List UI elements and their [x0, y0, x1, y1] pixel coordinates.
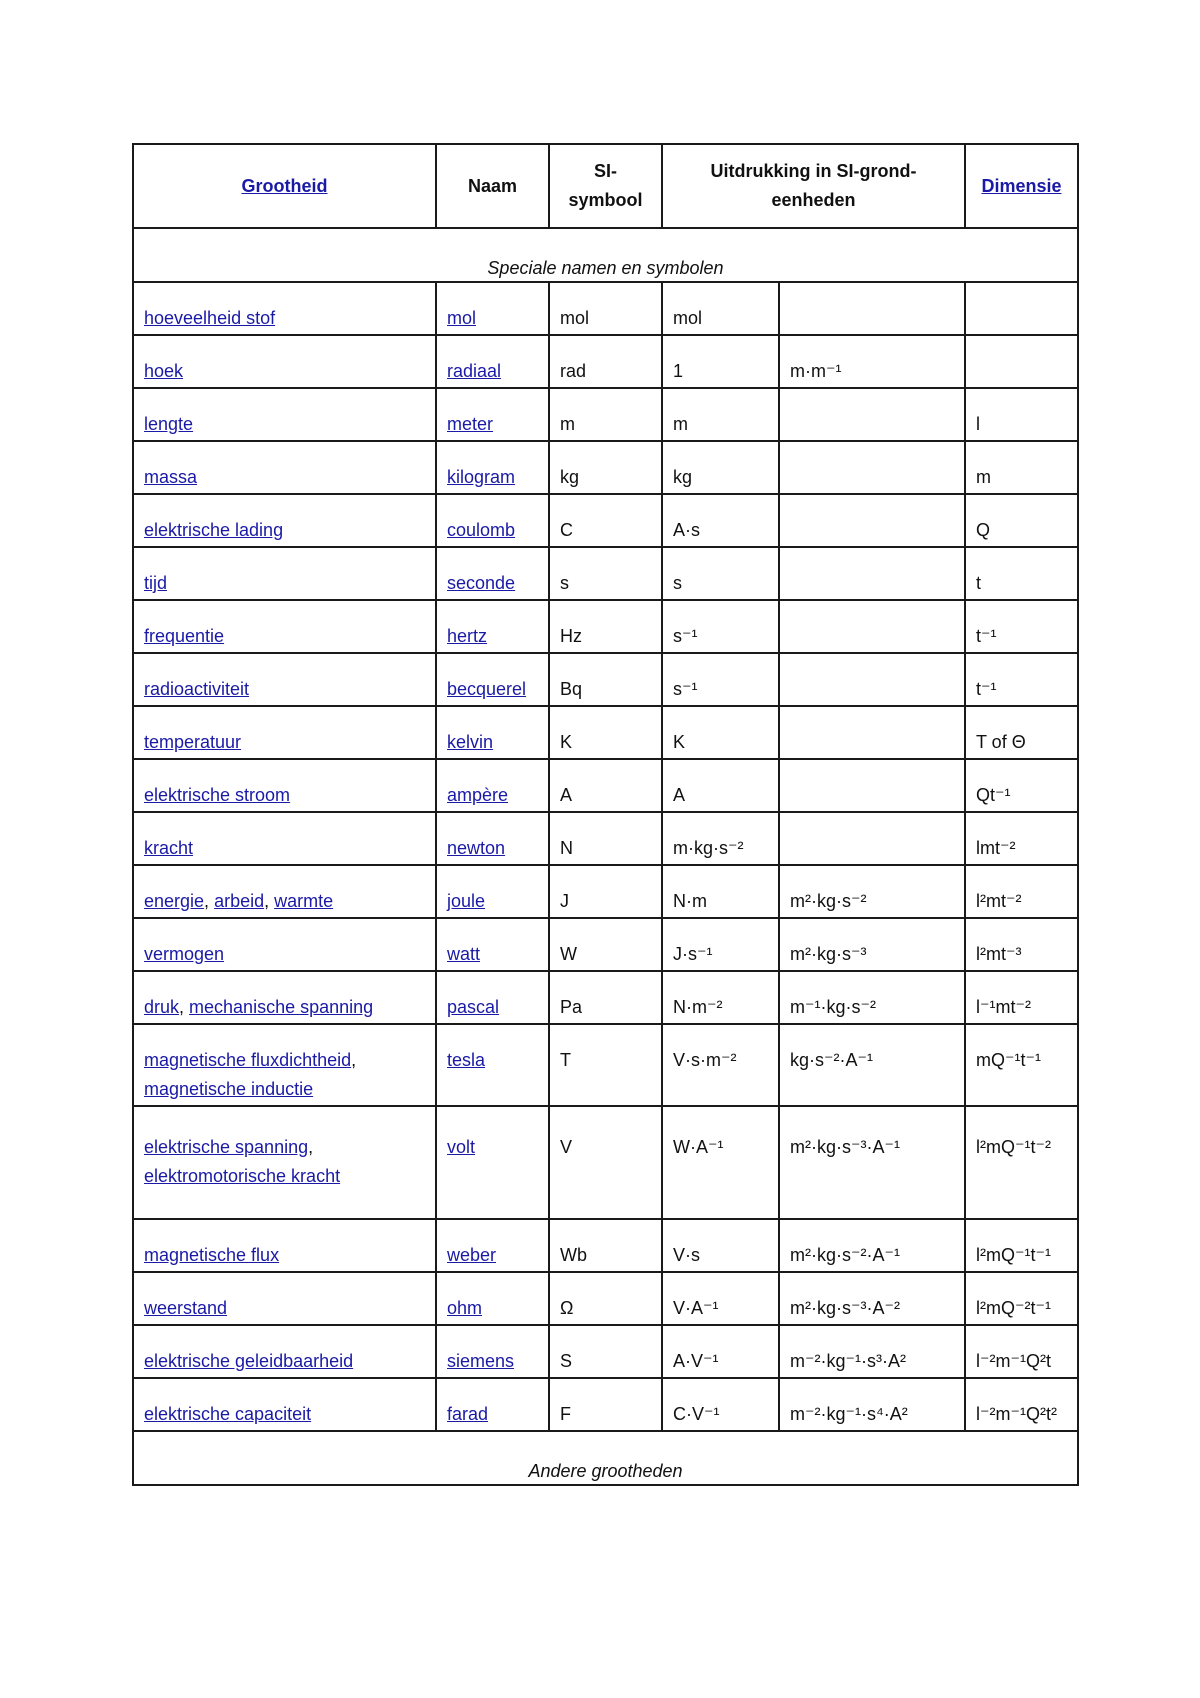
- naam-link[interactable]: becquerel: [447, 679, 527, 699]
- table-row: [133, 918, 1078, 971]
- cell-si-symbool: A: [549, 759, 662, 812]
- grootheid-link[interactable]: frequentie: [144, 626, 225, 646]
- cell-naam: [436, 547, 549, 600]
- cell-naam: [436, 494, 549, 547]
- naam-link[interactable]: radiaal: [447, 361, 502, 381]
- naam-link[interactable]: kilogram: [447, 467, 516, 487]
- cell-dimensie: t: [965, 547, 1078, 600]
- cell-grootheid: [133, 1325, 436, 1378]
- cell-grootheid: [133, 865, 436, 918]
- cell-uitdrukking: mol: [662, 282, 779, 335]
- naam-link[interactable]: farad: [447, 1404, 489, 1424]
- cell-uitdrukking: 1: [662, 335, 779, 388]
- cell-grondeenheden: [779, 812, 965, 865]
- cell-dimensie: Q: [965, 494, 1078, 547]
- grootheid-link[interactable]: hoek: [144, 361, 184, 381]
- cell-grondeenheden: m·m⁻¹: [779, 335, 965, 388]
- grootheid-link[interactable]: magnetische fluxdichtheid: [144, 1050, 352, 1070]
- cell-dimensie: Qt⁻¹: [965, 759, 1078, 812]
- cell-naam: [436, 1272, 549, 1325]
- naam-link[interactable]: ampère: [447, 785, 509, 805]
- table-row: [133, 971, 1078, 1024]
- header-dimensie-link[interactable]: Dimensie: [981, 175, 1062, 196]
- cell-grondeenheden: [779, 441, 965, 494]
- cell-uitdrukking: C·V⁻¹: [662, 1378, 779, 1431]
- grootheid-link[interactable]: druk: [144, 997, 180, 1017]
- cell-grootheid: [133, 653, 436, 706]
- cell-dimensie: l⁻²m⁻¹Q²t: [965, 1325, 1078, 1378]
- cell-si-symbool: m: [549, 388, 662, 441]
- cell-grondeenheden: [779, 547, 965, 600]
- header-si-symbool: SI-symbool: [549, 144, 662, 228]
- cell-grootheid: [133, 1272, 436, 1325]
- cell-naam: [436, 1024, 549, 1106]
- naam-link[interactable]: meter: [447, 414, 494, 434]
- cell-naam: [436, 1106, 549, 1219]
- cell-uitdrukking: W·A⁻¹: [662, 1106, 779, 1219]
- header-naam: Naam: [436, 144, 549, 228]
- cell-dimensie: [965, 282, 1078, 335]
- table-row: [133, 600, 1078, 653]
- cell-naam: [436, 1378, 549, 1431]
- grootheid-link[interactable]: magnetische inductie: [144, 1079, 314, 1099]
- grootheid-link[interactable]: temperatuur: [144, 732, 242, 752]
- cell-grondeenheden: m²·kg·s⁻²: [779, 865, 965, 918]
- cell-dimensie: l²mQ⁻¹t⁻²: [965, 1106, 1078, 1219]
- cell-grootheid: [133, 1219, 436, 1272]
- cell-grootheid: [133, 918, 436, 971]
- cell-si-symbool: J: [549, 865, 662, 918]
- section-row-other: [133, 1431, 1078, 1485]
- cell-dimensie: l²mQ⁻¹t⁻¹: [965, 1219, 1078, 1272]
- separator: ,: [204, 891, 215, 911]
- header-grootheid-link[interactable]: Grootheid: [241, 175, 328, 196]
- table-row: [133, 812, 1078, 865]
- cell-uitdrukking: A·s: [662, 494, 779, 547]
- cell-uitdrukking: K: [662, 706, 779, 759]
- grootheid-link[interactable]: warmte: [274, 891, 334, 911]
- cell-dimensie: m: [965, 441, 1078, 494]
- cell-dimensie: lmt⁻²: [965, 812, 1078, 865]
- cell-uitdrukking: N·m⁻²: [662, 971, 779, 1024]
- grootheid-link[interactable]: vermogen: [144, 944, 225, 964]
- cell-grondeenheden: m⁻²·kg⁻¹·s⁴·A²: [779, 1378, 965, 1431]
- section-title-special: Speciale namen en symbolen: [133, 228, 1078, 282]
- cell-dimensie: mQ⁻¹t⁻¹: [965, 1024, 1078, 1106]
- grootheid-link[interactable]: tijd: [144, 573, 168, 593]
- naam-link[interactable]: joule: [447, 891, 486, 911]
- cell-uitdrukking: A·V⁻¹: [662, 1325, 779, 1378]
- cell-uitdrukking: s⁻¹: [662, 653, 779, 706]
- cell-dimensie: l²mt⁻²: [965, 865, 1078, 918]
- naam-link[interactable]: ohm: [447, 1298, 483, 1318]
- cell-grootheid: [133, 600, 436, 653]
- cell-si-symbool: s: [549, 547, 662, 600]
- cell-grootheid: [133, 971, 436, 1024]
- cell-grondeenheden: [779, 388, 965, 441]
- cell-naam: [436, 441, 549, 494]
- cell-grondeenheden: [779, 759, 965, 812]
- header-dimensie: [965, 144, 1078, 228]
- cell-si-symbool: T: [549, 1024, 662, 1106]
- cell-grootheid: [133, 1378, 436, 1431]
- naam-link[interactable]: coulomb: [447, 520, 516, 540]
- table-row: [133, 1272, 1078, 1325]
- cell-si-symbool: mol: [549, 282, 662, 335]
- cell-si-symbool: Ω: [549, 1272, 662, 1325]
- cell-uitdrukking: V·s·m⁻²: [662, 1024, 779, 1106]
- cell-naam: [436, 653, 549, 706]
- grootheid-link[interactable]: kracht: [144, 838, 194, 858]
- naam-link[interactable]: tesla: [447, 1050, 486, 1070]
- cell-naam: [436, 282, 549, 335]
- cell-grondeenheden: m²·kg·s⁻³·A⁻¹: [779, 1106, 965, 1219]
- table-row: [133, 759, 1078, 812]
- separator: ,: [264, 891, 275, 911]
- cell-si-symbool: S: [549, 1325, 662, 1378]
- grootheid-link[interactable]: elektrische geleidbaarheid: [144, 1351, 354, 1371]
- cell-dimensie: t⁻¹: [965, 653, 1078, 706]
- cell-grondeenheden: kg·s⁻²·A⁻¹: [779, 1024, 965, 1106]
- table-row: [133, 494, 1078, 547]
- cell-dimensie: t⁻¹: [965, 600, 1078, 653]
- grootheid-link[interactable]: elektrische lading: [144, 520, 284, 540]
- cell-dimensie: l²mt⁻³: [965, 918, 1078, 971]
- cell-grondeenheden: m²·kg·s⁻³·A⁻²: [779, 1272, 965, 1325]
- cell-naam: [436, 812, 549, 865]
- cell-grootheid: [133, 812, 436, 865]
- cell-grootheid: [133, 441, 436, 494]
- cell-grootheid: [133, 759, 436, 812]
- grootheid-link[interactable]: energie: [144, 891, 205, 911]
- cell-dimensie: T of Θ: [965, 706, 1078, 759]
- table-row: [133, 1106, 1078, 1219]
- naam-link[interactable]: volt: [447, 1137, 476, 1157]
- cell-si-symbool: Bq: [549, 653, 662, 706]
- naam-link[interactable]: pascal: [447, 997, 500, 1017]
- cell-uitdrukking: m: [662, 388, 779, 441]
- cell-naam: [436, 335, 549, 388]
- grootheid-link[interactable]: elektrische capaciteit: [144, 1404, 312, 1424]
- grootheid-link[interactable]: radioactiviteit: [144, 679, 250, 699]
- cell-si-symbool: K: [549, 706, 662, 759]
- header-uitdrukking: Uitdrukking in SI-grond-eenheden: [662, 144, 965, 228]
- cell-uitdrukking: N·m: [662, 865, 779, 918]
- grootheid-link[interactable]: elektrische spanning: [144, 1137, 309, 1157]
- naam-link[interactable]: kelvin: [447, 732, 494, 752]
- naam-link[interactable]: siemens: [447, 1351, 515, 1371]
- cell-naam: [436, 600, 549, 653]
- cell-naam: [436, 918, 549, 971]
- cell-uitdrukking: s⁻¹: [662, 600, 779, 653]
- table-row: [133, 388, 1078, 441]
- grootheid-link[interactable]: hoeveelheid stof: [144, 308, 276, 328]
- cell-si-symbool: Pa: [549, 971, 662, 1024]
- cell-uitdrukking: s: [662, 547, 779, 600]
- cell-si-symbool: N: [549, 812, 662, 865]
- cell-naam: [436, 865, 549, 918]
- table-row: [133, 1378, 1078, 1431]
- cell-grondeenheden: [779, 653, 965, 706]
- grootheid-link[interactable]: lengte: [144, 414, 194, 434]
- grootheid-link[interactable]: weerstand: [144, 1298, 228, 1318]
- table-row: [133, 441, 1078, 494]
- cell-grootheid: [133, 388, 436, 441]
- grootheid-link[interactable]: elektrische stroom: [144, 785, 291, 805]
- table-row: [133, 282, 1078, 335]
- cell-si-symbool: rad: [549, 335, 662, 388]
- cell-naam: [436, 759, 549, 812]
- table-row: [133, 335, 1078, 388]
- cell-dimensie: l⁻²m⁻¹Q²t²: [965, 1378, 1078, 1431]
- section-row-special: [133, 228, 1078, 282]
- naam-link[interactable]: watt: [447, 944, 481, 964]
- cell-dimensie: l: [965, 388, 1078, 441]
- separator: ,: [308, 1137, 314, 1157]
- cell-grondeenheden: m²·kg·s⁻²·A⁻¹: [779, 1219, 965, 1272]
- cell-dimensie: l⁻¹mt⁻²: [965, 971, 1078, 1024]
- cell-grondeenheden: [779, 494, 965, 547]
- naam-link[interactable]: mol: [447, 308, 477, 328]
- cell-uitdrukking: A: [662, 759, 779, 812]
- cell-dimensie: l²mQ⁻²t⁻¹: [965, 1272, 1078, 1325]
- naam-link[interactable]: hertz: [447, 626, 488, 646]
- cell-si-symbool: Wb: [549, 1219, 662, 1272]
- cell-grondeenheden: m⁻¹·kg·s⁻²: [779, 971, 965, 1024]
- cell-naam: [436, 1325, 549, 1378]
- cell-grootheid: [133, 1106, 436, 1219]
- table-row: [133, 1024, 1078, 1106]
- table-row: [133, 653, 1078, 706]
- cell-si-symbool: C: [549, 494, 662, 547]
- cell-grootheid: [133, 1024, 436, 1106]
- cell-uitdrukking: J·s⁻¹: [662, 918, 779, 971]
- cell-si-symbool: F: [549, 1378, 662, 1431]
- section-title-other: Andere grootheden: [133, 1431, 1078, 1485]
- naam-link[interactable]: newton: [447, 838, 506, 858]
- naam-link[interactable]: seconde: [447, 573, 516, 593]
- grootheid-link[interactable]: arbeid: [214, 891, 265, 911]
- cell-uitdrukking: kg: [662, 441, 779, 494]
- cell-naam: [436, 388, 549, 441]
- cell-si-symbool: W: [549, 918, 662, 971]
- cell-grondeenheden: m⁻²·kg⁻¹·s³·A²: [779, 1325, 965, 1378]
- table-row: [133, 706, 1078, 759]
- cell-grootheid: [133, 706, 436, 759]
- table-header-row: [133, 144, 1078, 228]
- separator: ,: [351, 1050, 357, 1070]
- cell-uitdrukking: V·s: [662, 1219, 779, 1272]
- cell-grootheid: [133, 494, 436, 547]
- cell-naam: [436, 706, 549, 759]
- cell-grootheid: [133, 282, 436, 335]
- cell-uitdrukking: V·A⁻¹: [662, 1272, 779, 1325]
- separator: ,: [179, 997, 190, 1017]
- si-units-table: [132, 143, 1079, 1486]
- cell-si-symbool: Hz: [549, 600, 662, 653]
- cell-grootheid: [133, 335, 436, 388]
- grootheid-link[interactable]: mechanische spanning: [189, 997, 374, 1017]
- table-row: [133, 547, 1078, 600]
- cell-grondeenheden: m²·kg·s⁻³: [779, 918, 965, 971]
- table-row: [133, 1325, 1078, 1378]
- grootheid-link[interactable]: massa: [144, 467, 198, 487]
- grootheid-link[interactable]: magnetische flux: [144, 1245, 280, 1265]
- header-grootheid: [133, 144, 436, 228]
- cell-naam: [436, 1219, 549, 1272]
- cell-grondeenheden: [779, 282, 965, 335]
- data-rows: [133, 282, 1078, 1431]
- naam-link[interactable]: weber: [447, 1245, 497, 1265]
- cell-dimensie: [965, 335, 1078, 388]
- cell-naam: [436, 971, 549, 1024]
- cell-grootheid: [133, 547, 436, 600]
- cell-si-symbool: V: [549, 1106, 662, 1219]
- table-row: [133, 865, 1078, 918]
- cell-uitdrukking: m·kg·s⁻²: [662, 812, 779, 865]
- table-row: [133, 1219, 1078, 1272]
- grootheid-link[interactable]: elektromotorische kracht: [144, 1166, 341, 1186]
- cell-si-symbool: kg: [549, 441, 662, 494]
- cell-grondeenheden: [779, 706, 965, 759]
- cell-grondeenheden: [779, 600, 965, 653]
